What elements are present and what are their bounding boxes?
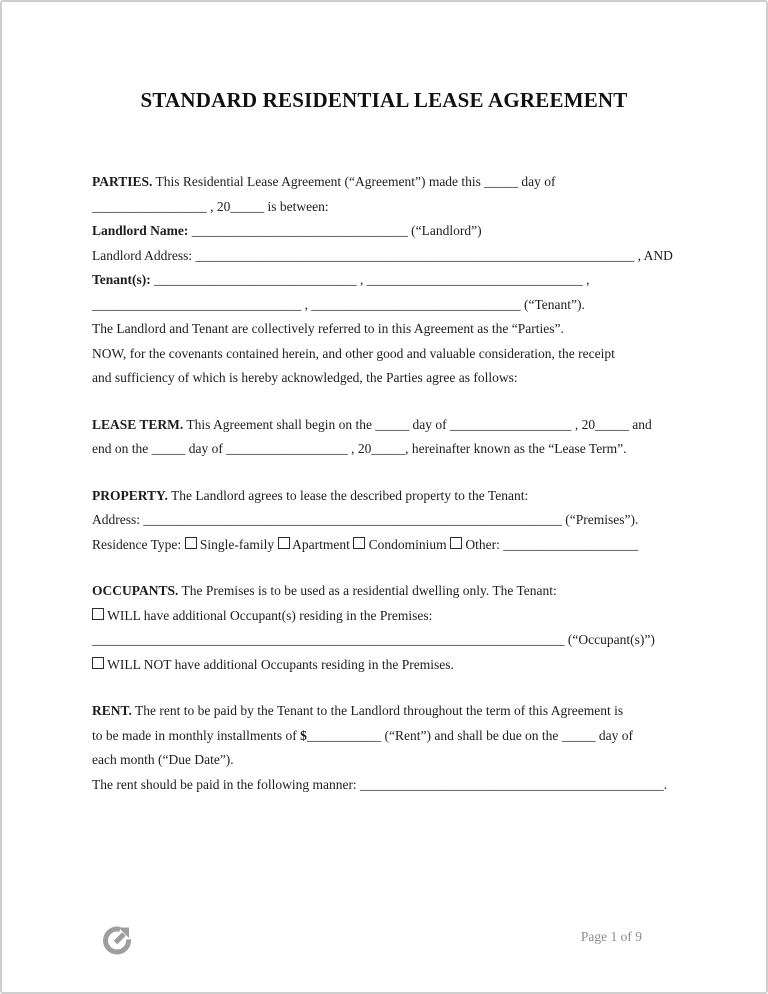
text: _______________________________ , _______________________________ (“Tenant”). <box>92 296 585 312</box>
document-line <box>92 748 692 773</box>
document-line <box>92 268 692 293</box>
checkbox-icon[interactable] <box>353 537 365 549</box>
text: WILL NOT have additional Occupants residing in the Premises. <box>104 656 454 672</box>
document-line <box>92 317 692 342</box>
text: each month (“Due Date”). <box>92 752 234 767</box>
document-line <box>92 366 692 391</box>
text: Residence Type: <box>92 536 185 552</box>
document-line <box>92 724 692 749</box>
text: Condominium <box>365 536 451 552</box>
brand-logo-circular-arrow-icon <box>100 918 134 956</box>
document-line <box>92 170 692 195</box>
bold-text: $ <box>300 727 307 743</box>
document-line <box>92 653 692 678</box>
document-line <box>92 773 692 798</box>
checkbox-icon[interactable] <box>92 608 104 620</box>
section-rent <box>92 699 692 797</box>
document-line <box>92 699 692 724</box>
text: Single-family <box>196 536 278 552</box>
text: _________________ , 20_____ is between: <box>92 198 329 214</box>
text: to be made in monthly installments of <box>92 727 301 743</box>
checkbox-icon[interactable] <box>185 537 197 549</box>
document-line <box>92 437 692 462</box>
text: ______________________________ , ________________________________ , <box>150 272 590 287</box>
document-line <box>92 579 692 604</box>
text: The Landlord and Tenant are collectively referred to in this Agreement as the “Parties”. <box>92 321 564 336</box>
document-line <box>92 219 692 244</box>
bold-text: PROPERTY. <box>92 487 168 503</box>
document-line <box>92 604 692 629</box>
text: The rent to be paid by the Tenant to the Landlord throughout the term of this Agreement is <box>131 703 624 718</box>
checkbox-icon[interactable] <box>450 537 462 549</box>
document-line <box>92 195 692 220</box>
section-lease-term <box>92 413 692 462</box>
text: Other: ____________________ <box>462 536 639 552</box>
section-property <box>92 484 692 558</box>
document-body <box>92 170 692 797</box>
text: The Landlord agrees to lease the described property to the Tenant: <box>167 487 529 503</box>
section-occupants <box>92 579 692 677</box>
section-parties <box>92 170 692 391</box>
document-line <box>92 413 692 438</box>
text: NOW, for the covenants contained herein, and other good and valuable consideration, the receipt <box>92 345 615 361</box>
text: ______________________________________________________________________ (“Occupant(s)”) <box>92 632 655 647</box>
text: The rent should be paid in the following manner: _____________________________________________. <box>92 776 668 792</box>
bold-text: OCCUPANTS. <box>92 583 179 598</box>
checkbox-icon[interactable] <box>278 537 290 549</box>
document-line <box>92 293 692 318</box>
text: Landlord Address: _________________________________________________________________ , AND <box>92 247 673 263</box>
text: end on the _____ day of __________________ , 20_____, hereinafter known as the “Lease Term”. <box>92 441 627 456</box>
bold-text: Tenant(s): <box>92 272 151 287</box>
text: This Agreement shall begin on the _____ day of __________________ , 20_____ and <box>183 416 652 432</box>
text: and sufficiency of which is hereby acknowledged, the Parties agree as follows: <box>92 370 518 385</box>
text: The Premises is to be used as a residential dwelling only. The Tenant: <box>178 583 557 598</box>
checkbox-icon[interactable] <box>92 657 104 669</box>
document-line <box>92 484 692 509</box>
document-line <box>92 628 692 653</box>
document-title: STANDARD RESIDENTIAL LEASE AGREEMENT <box>140 88 628 112</box>
document-line <box>92 508 692 533</box>
document-line <box>92 244 692 269</box>
text: Address: ______________________________________________________________ (“Premises”). <box>92 512 639 527</box>
text: Apartment <box>289 536 354 552</box>
page-number-label: Page 1 of 9 <box>580 929 642 944</box>
text: WILL have additional Occupant(s) residing in the Premises: <box>104 607 433 623</box>
text: ________________________________ (“Landlord”) <box>188 223 482 238</box>
bold-text: RENT. <box>92 703 132 718</box>
text: This Residential Lease Agreement (“Agreement”) made this _____ day of <box>152 174 556 189</box>
document-line <box>92 342 692 367</box>
bold-text: PARTIES. <box>92 174 153 189</box>
bold-text: Landlord Name: <box>92 223 189 238</box>
bold-text: LEASE TERM. <box>92 416 184 432</box>
text: ___________ (“Rent”) and shall be due on the _____ day of <box>306 727 634 743</box>
document-line <box>92 533 692 558</box>
